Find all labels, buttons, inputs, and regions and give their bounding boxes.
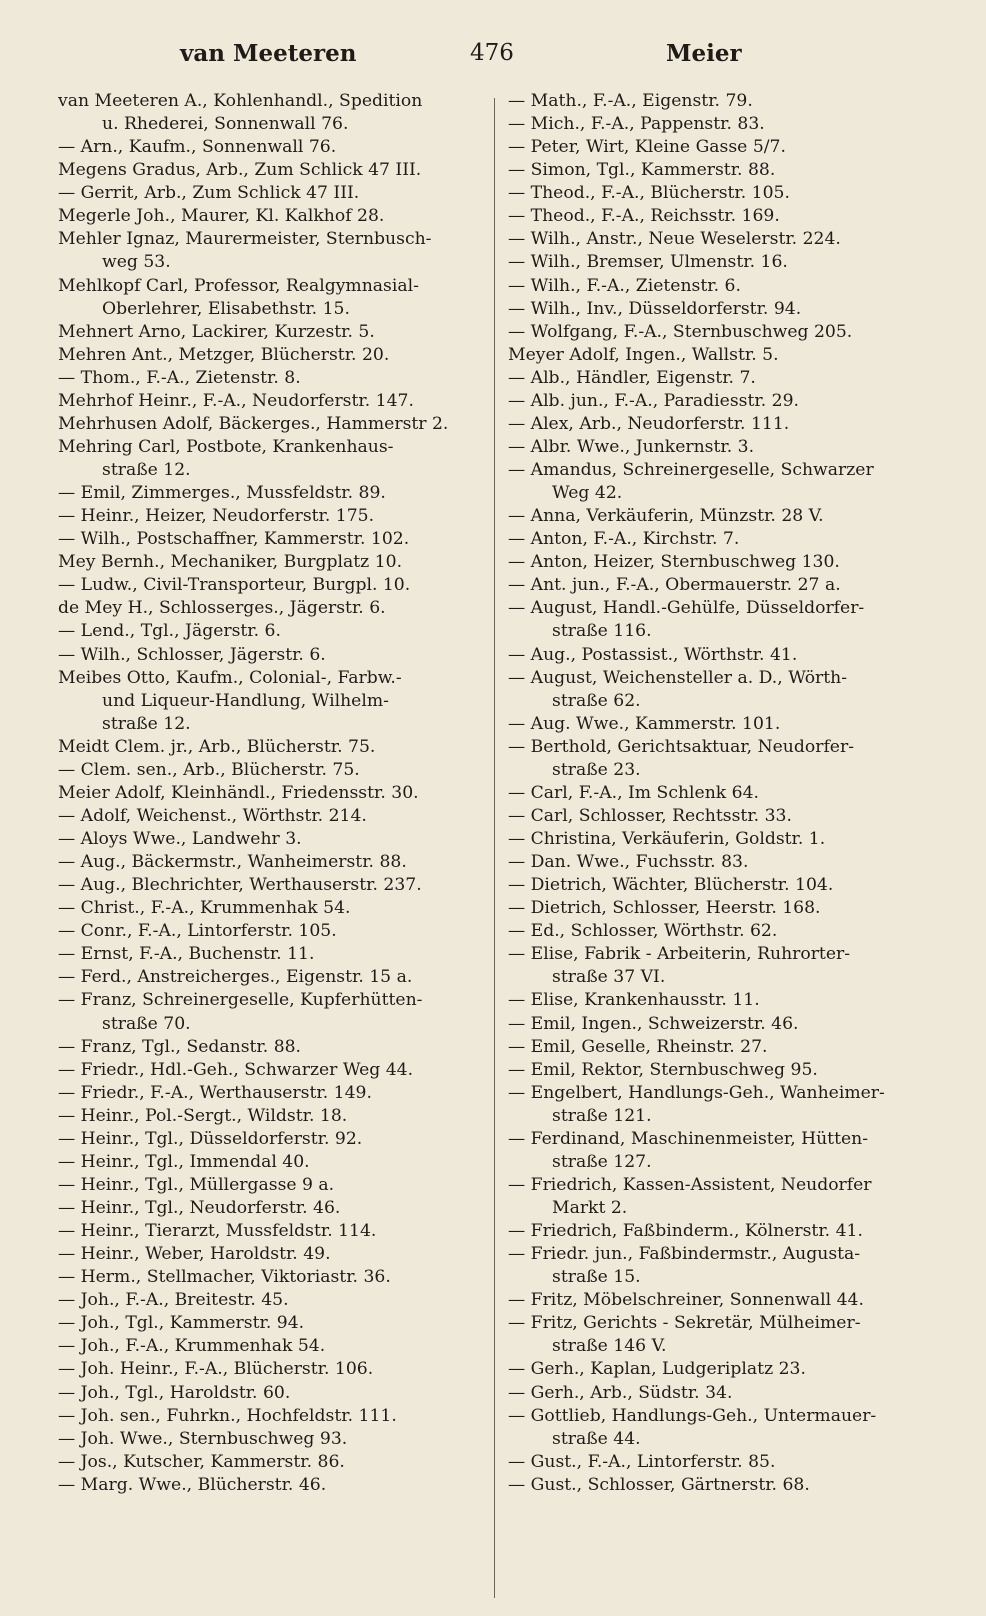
entry-line: — Wolfgang, F.-A., Sternbuschweg 205. — [508, 321, 853, 342]
entry-line: — Franz, Schreinergeselle, Kupferhütten- — [58, 990, 423, 1011]
directory-entry — [508, 390, 944, 413]
entry-line: — Joh. Wwe., Sternbuschweg 93. — [58, 1428, 348, 1449]
directory-entry — [58, 874, 486, 897]
entry-line: — Conr., F.-A., Lintorferstr. 105. — [58, 921, 337, 942]
directory-entry — [508, 1220, 944, 1243]
entry-line: — Aug. Wwe., Kammerstr. 101. — [508, 713, 781, 734]
directory-entry — [508, 298, 944, 321]
directory-entry — [508, 805, 944, 828]
entry-line: — Gerh., Kaplan, Ludgeriplatz 23. — [508, 1359, 806, 1380]
directory-entry — [58, 667, 486, 736]
entry-line: — Anna, Verkäuferin, Münzstr. 28 V. — [508, 506, 824, 527]
entry-line: — Wilh., Bremser, Ulmenstr. 16. — [508, 252, 788, 273]
directory-entry — [508, 1243, 944, 1289]
directory-entry — [58, 1105, 486, 1128]
directory-entry — [58, 551, 486, 574]
directory-entry — [58, 1358, 486, 1381]
directory-entry — [508, 551, 944, 574]
directory-entry — [58, 1474, 486, 1497]
entry-line: — Ernst, F.-A., Buchenstr. 11. — [58, 944, 315, 965]
entry-line: — Clem. sen., Arb., Blücherstr. 75. — [58, 759, 360, 780]
entry-line: — Elise, Krankenhausstr. 11. — [508, 990, 760, 1011]
directory-entry — [58, 482, 486, 505]
directory-entry — [508, 1451, 944, 1474]
directory-entry — [58, 1312, 486, 1335]
directory-entry — [58, 275, 486, 321]
entry-continuation: straße 127. — [552, 1151, 652, 1172]
directory-entry — [58, 344, 486, 367]
directory-entry — [58, 1220, 486, 1243]
directory-entry — [508, 920, 944, 943]
entry-line: — Gerh., Arb., Südstr. 34. — [508, 1382, 733, 1403]
entry-continuation: straße 12. — [102, 713, 191, 734]
entry-line: — Friedrich, Faßbinderm., Kölnerstr. 41. — [508, 1221, 863, 1242]
entry-line: — Joh. sen., Fuhrkn., Hochfeldstr. 111. — [58, 1405, 397, 1426]
entry-line: — Emil, Ingen., Schweizerstr. 46. — [508, 1013, 799, 1034]
entry-line: de Mey H., Schlosserges., Jägerstr. 6. — [58, 598, 386, 619]
directory-entry — [508, 275, 944, 298]
entry-continuation: straße 146 V. — [552, 1336, 667, 1357]
entry-line: Mehlkopf Carl, Professor, Realgymnasial- — [58, 275, 419, 296]
directory-entry — [508, 528, 944, 551]
directory-entry — [508, 90, 944, 113]
entry-line: — Aug., Blechrichter, Werthauserstr. 237. — [58, 875, 422, 896]
directory-entry — [508, 459, 944, 505]
page-header — [0, 36, 986, 76]
entry-line: — Theod., F.-A., Reichsstr. 169. — [508, 206, 780, 227]
entry-line: — Adolf, Weichenst., Wörthstr. 214. — [58, 805, 367, 826]
header-left-name: van Meeteren — [180, 40, 357, 67]
directory-entry — [58, 1128, 486, 1151]
entry-line: — Dietrich, Wächter, Blücherstr. 104. — [508, 875, 834, 896]
directory-entry — [58, 897, 486, 920]
entry-line: — Wilh., Schlosser, Jägerstr. 6. — [58, 644, 326, 665]
entry-line: — Aug., Bäckermstr., Wanheimerstr. 88. — [58, 852, 407, 873]
entry-line: — Math., F.-A., Eigenstr. 79. — [508, 91, 753, 111]
directory-entry — [58, 989, 486, 1035]
entry-line: — Heinr., Pol.-Sergt., Wildstr. 18. — [58, 1105, 348, 1126]
entry-line: — Arn., Kaufm., Sonnenwall 76. — [58, 137, 337, 158]
directory-entry — [508, 413, 944, 436]
entry-line: — Wilh., Postschaffner, Kammerstr. 102. — [58, 529, 410, 550]
directory-entry — [58, 1451, 486, 1474]
directory-entry — [508, 505, 944, 528]
entry-line: — Carl, F.-A., Im Schlenk 64. — [508, 782, 759, 803]
entry-line: — Alb. jun., F.-A., Paradiesstr. 29. — [508, 390, 799, 411]
entry-line: — Jos., Kutscher, Kammerstr. 86. — [58, 1451, 345, 1472]
entry-line: Mehring Carl, Postbote, Krankenhaus- — [58, 436, 394, 457]
entry-continuation: straße 116. — [552, 621, 652, 642]
entry-line: — Christ., F.-A., Krummenhak 54. — [58, 898, 351, 919]
directory-entry — [58, 759, 486, 782]
directory-entry — [508, 251, 944, 274]
directory-entry — [58, 1174, 486, 1197]
entry-line: — Ant. jun., F.-A., Obermauerstr. 27 a. — [508, 575, 841, 596]
directory-entry — [508, 851, 944, 874]
directory-entry — [58, 736, 486, 759]
entry-line: Mehren Ant., Metzger, Blücherstr. 20. — [58, 344, 390, 365]
directory-entry — [58, 159, 486, 182]
directory-entry — [58, 413, 486, 436]
entry-continuation: straße 62. — [552, 690, 641, 711]
directory-entry — [58, 597, 486, 620]
entry-line: — Joh., F.-A., Krummenhak 54. — [58, 1336, 326, 1357]
entry-line: — Fritz, Gerichts - Sekretär, Mülheimer- — [508, 1313, 861, 1334]
entry-line: van Meeteren A., Kohlenhandl., Spedition — [58, 91, 423, 111]
entry-continuation: Markt 2. — [552, 1198, 628, 1218]
entry-line: — Franz, Tgl., Sedanstr. 88. — [58, 1036, 302, 1057]
directory-entry — [58, 1428, 486, 1451]
directory-entry — [508, 321, 944, 344]
entry-continuation: straße 44. — [552, 1428, 641, 1449]
directory-entry — [508, 367, 944, 390]
entry-line: — Emil, Rektor, Sternbuschweg 95. — [508, 1059, 818, 1080]
directory-entry — [58, 620, 486, 643]
directory-entry — [58, 321, 486, 344]
directory-entry — [58, 1335, 486, 1358]
directory-entry — [58, 367, 486, 390]
entry-line: — Elise, Fabrik - Arbeiterin, Ruhrorter- — [508, 944, 851, 965]
directory-entry — [58, 828, 486, 851]
entry-continuation: straße 23. — [552, 759, 641, 780]
entry-line: — Heinr., Heizer, Neudorferstr. 175. — [58, 506, 375, 527]
header-right-name: Meier — [666, 40, 742, 67]
directory-entry — [508, 1474, 944, 1497]
entry-line: — Christina, Verkäuferin, Goldstr. 1. — [508, 829, 826, 849]
entry-line: — Heinr., Tgl., Neudorferstr. 46. — [58, 1198, 341, 1218]
entry-line: — Joh., F.-A., Breitestr. 45. — [58, 1290, 289, 1311]
directory-entry — [508, 1036, 944, 1059]
directory-entry — [508, 182, 944, 205]
entry-line: — Emil, Geselle, Rheinstr. 27. — [508, 1036, 768, 1057]
entry-line: — Aloys Wwe., Landwehr 3. — [58, 829, 302, 849]
entry-line: — Marg. Wwe., Blücherstr. 46. — [58, 1474, 327, 1495]
directory-entry — [58, 644, 486, 667]
directory-entry — [58, 90, 486, 136]
entry-line: — Thom., F.-A., Zietenstr. 8. — [58, 367, 301, 388]
entry-continuation: weg 53. — [102, 252, 171, 273]
directory-entry — [508, 667, 944, 713]
entry-continuation: und Liqueur-Handlung, Wilhelm- — [102, 690, 389, 711]
entry-continuation: u. Rhederei, Sonnenwall 76. — [102, 114, 349, 135]
entry-line: Mehrhusen Adolf, Bäckerges., Hammerstr 2. — [58, 413, 449, 434]
directory-entry — [508, 205, 944, 228]
entry-line: — Joh. Heinr., F.-A., Blücherstr. 106. — [58, 1359, 374, 1380]
entry-line: — Mich., F.-A., Pappenstr. 83. — [508, 114, 765, 135]
directory-entry — [58, 1243, 486, 1266]
directory-entry — [508, 874, 944, 897]
directory-entry — [58, 1266, 486, 1289]
directory-entry — [58, 920, 486, 943]
entry-line: Meibes Otto, Kaufm., Colonial-, Farbw.- — [58, 667, 402, 688]
column-divider — [494, 98, 495, 1598]
entry-line: — Wilh., Anstr., Neue Weselerstr. 224. — [508, 229, 841, 250]
directory-entry — [508, 828, 944, 851]
directory-entry — [58, 1036, 486, 1059]
entry-line: Meyer Adolf, Ingen., Wallstr. 5. — [508, 344, 779, 365]
entry-line: — Dan. Wwe., Fuchsstr. 83. — [508, 852, 749, 873]
entry-line: — Theod., F.-A., Blücherstr. 105. — [508, 183, 790, 204]
entry-line: — Aug., Postassist., Wörthstr. 41. — [508, 644, 798, 665]
entry-line: — Ed., Schlosser, Wörthstr. 62. — [508, 921, 778, 942]
directory-entry — [508, 989, 944, 1012]
directory-entry — [58, 182, 486, 205]
entry-continuation: straße 70. — [102, 1013, 191, 1034]
entry-line: — Joh., Tgl., Kammerstr. 94. — [58, 1313, 305, 1334]
directory-entry — [508, 1405, 944, 1451]
directory-entry — [508, 713, 944, 736]
entry-line: — Peter, Wirt, Kleine Gasse 5/7. — [508, 137, 786, 158]
entry-line: — Amandus, Schreinergeselle, Schwarzer — [508, 460, 874, 480]
directory-entry — [58, 1405, 486, 1428]
entry-line: — Gottlieb, Handlungs-Geh., Untermauer- — [508, 1405, 877, 1426]
entry-continuation: straße 12. — [102, 460, 191, 480]
directory-entry — [58, 205, 486, 228]
entry-line: Megens Gradus, Arb., Zum Schlick 47 III. — [58, 160, 422, 181]
entry-line: — Friedr. jun., Faßbindermstr., Augusta- — [508, 1244, 861, 1265]
directory-entry — [58, 1289, 486, 1312]
directory-entry — [58, 805, 486, 828]
directory-entry — [58, 505, 486, 528]
directory-entry — [58, 782, 486, 805]
entry-line: — Heinr., Tgl., Müllergasse 9 a. — [58, 1174, 335, 1195]
entry-line: — Friedr., Hdl.-Geh., Schwarzer Weg 44. — [58, 1059, 414, 1080]
entry-line: — Gerrit, Arb., Zum Schlick 47 III. — [58, 183, 360, 204]
directory-entry — [58, 1197, 486, 1220]
entry-line: — Heinr., Weber, Haroldstr. 49. — [58, 1244, 331, 1265]
directory-entry — [58, 1059, 486, 1082]
entry-line: — Heinr., Tgl., Düsseldorferstr. 92. — [58, 1128, 363, 1149]
directory-entry — [508, 943, 944, 989]
left-column — [58, 90, 486, 1497]
directory-entry — [58, 1151, 486, 1174]
directory-entry — [58, 943, 486, 966]
right-column — [508, 90, 944, 1497]
entry-line: — Gust., F.-A., Lintorferstr. 85. — [508, 1451, 776, 1472]
directory-entry — [58, 1382, 486, 1405]
directory-entry — [508, 1289, 944, 1312]
entry-line: — Heinr., Tgl., Immendal 40. — [58, 1151, 310, 1172]
entry-line: — Ferdinand, Maschinenmeister, Hütten- — [508, 1128, 869, 1149]
entry-line: — Lend., Tgl., Jägerstr. 6. — [58, 621, 281, 642]
directory-entry — [58, 1082, 486, 1105]
entry-line: Mehler Ignaz, Maurermeister, Sternbusch- — [58, 229, 432, 250]
entry-line: Mehnert Arno, Lackirer, Kurzestr. 5. — [58, 321, 375, 342]
entry-continuation: straße 15. — [552, 1267, 641, 1288]
entry-continuation: straße 121. — [552, 1105, 652, 1126]
directory-entry — [58, 851, 486, 874]
entry-line: — Berthold, Gerichtsaktuar, Neudorfer- — [508, 736, 854, 757]
directory-entry — [508, 228, 944, 251]
entry-line: — Ferd., Anstreicherges., Eigenstr. 15 a. — [58, 967, 413, 988]
directory-entry — [508, 136, 944, 159]
entry-line: — Albr. Wwe., Junkernstr. 3. — [508, 436, 755, 457]
directory-entry — [508, 736, 944, 782]
directory-entry — [58, 966, 486, 989]
entry-line: — Herm., Stellmacher, Viktoriastr. 36. — [58, 1267, 391, 1288]
directory-entry — [58, 574, 486, 597]
directory-entry — [508, 436, 944, 459]
directory-entry — [508, 113, 944, 136]
entry-line: — Anton, Heizer, Sternbuschweg 130. — [508, 552, 840, 573]
directory-entry — [508, 1128, 944, 1174]
entry-line: — Fritz, Möbelschreiner, Sonnenwall 44. — [508, 1290, 864, 1311]
directory-entry — [508, 597, 944, 643]
directory-entry — [508, 1082, 944, 1128]
entry-line: — Alb., Händler, Eigenstr. 7. — [508, 367, 756, 388]
directory-entry — [508, 644, 944, 667]
entry-line: Megerle Joh., Maurer, Kl. Kalkhof 28. — [58, 206, 385, 227]
entry-line: — Friedrich, Kassen-Assistent, Neudorfer — [508, 1174, 872, 1195]
entry-line: — Dietrich, Schlosser, Heerstr. 168. — [508, 898, 821, 919]
directory-entry — [58, 436, 486, 482]
entry-line: — Wilh., Inv., Düsseldorferstr. 94. — [508, 298, 802, 319]
directory-entry — [58, 390, 486, 413]
entry-line: — Gust., Schlosser, Gärtnerstr. 68. — [508, 1474, 810, 1495]
directory-entry — [508, 159, 944, 182]
directory-entry — [508, 1312, 944, 1358]
directory-entry — [508, 1013, 944, 1036]
entry-line: — Engelbert, Handlungs-Geh., Wanheimer- — [508, 1082, 885, 1103]
entry-line: Mehrhof Heinr., F.-A., Neudorferstr. 147. — [58, 390, 414, 411]
entry-line: — Ludw., Civil-Transporteur, Burgpl. 10. — [58, 575, 411, 596]
entry-line: — Anton, F.-A., Kirchstr. 7. — [508, 529, 740, 550]
directory-entry — [58, 228, 486, 274]
directory-entry — [508, 574, 944, 597]
entry-line: — Wilh., F.-A., Zietenstr. 6. — [508, 275, 741, 296]
entry-continuation: straße 37 VI. — [552, 967, 666, 988]
directory-entry — [508, 1059, 944, 1082]
page-number: 476 — [470, 40, 514, 66]
directory-entry — [58, 136, 486, 159]
directory-entry — [508, 897, 944, 920]
entry-continuation: Oberlehrer, Elisabethstr. 15. — [102, 298, 350, 319]
entry-line: Meidt Clem. jr., Arb., Blücherstr. 75. — [58, 736, 376, 757]
entry-line: — Emil, Zimmerges., Mussfeldstr. 89. — [58, 483, 386, 504]
entry-line: — Joh., Tgl., Haroldstr. 60. — [58, 1382, 291, 1403]
entry-line: Mey Bernh., Mechaniker, Burgplatz 10. — [58, 552, 403, 573]
directory-entry — [508, 1174, 944, 1220]
entry-line: — Simon, Tgl., Kammerstr. 88. — [508, 160, 776, 181]
entry-line: — Heinr., Tierarzt, Mussfeldstr. 114. — [58, 1221, 377, 1242]
directory-entry — [508, 782, 944, 805]
entry-line: — August, Weichensteller a. D., Wörth- — [508, 667, 848, 688]
directory-entry — [508, 1358, 944, 1381]
entry-line: — Alex, Arb., Neudorferstr. 111. — [508, 413, 790, 434]
entry-line: — August, Handl.-Gehülfe, Düsseldorfer- — [508, 598, 865, 619]
entry-line: — Friedr., F.-A., Werthauserstr. 149. — [58, 1082, 372, 1103]
directory-entry — [508, 1382, 944, 1405]
directory-entry — [58, 528, 486, 551]
entry-line: — Carl, Schlosser, Rechtsstr. 33. — [508, 805, 792, 826]
entry-line: Meier Adolf, Kleinhändl., Friedensstr. 30. — [58, 782, 419, 803]
entry-continuation: Weg 42. — [552, 483, 623, 504]
directory-entry — [508, 344, 944, 367]
